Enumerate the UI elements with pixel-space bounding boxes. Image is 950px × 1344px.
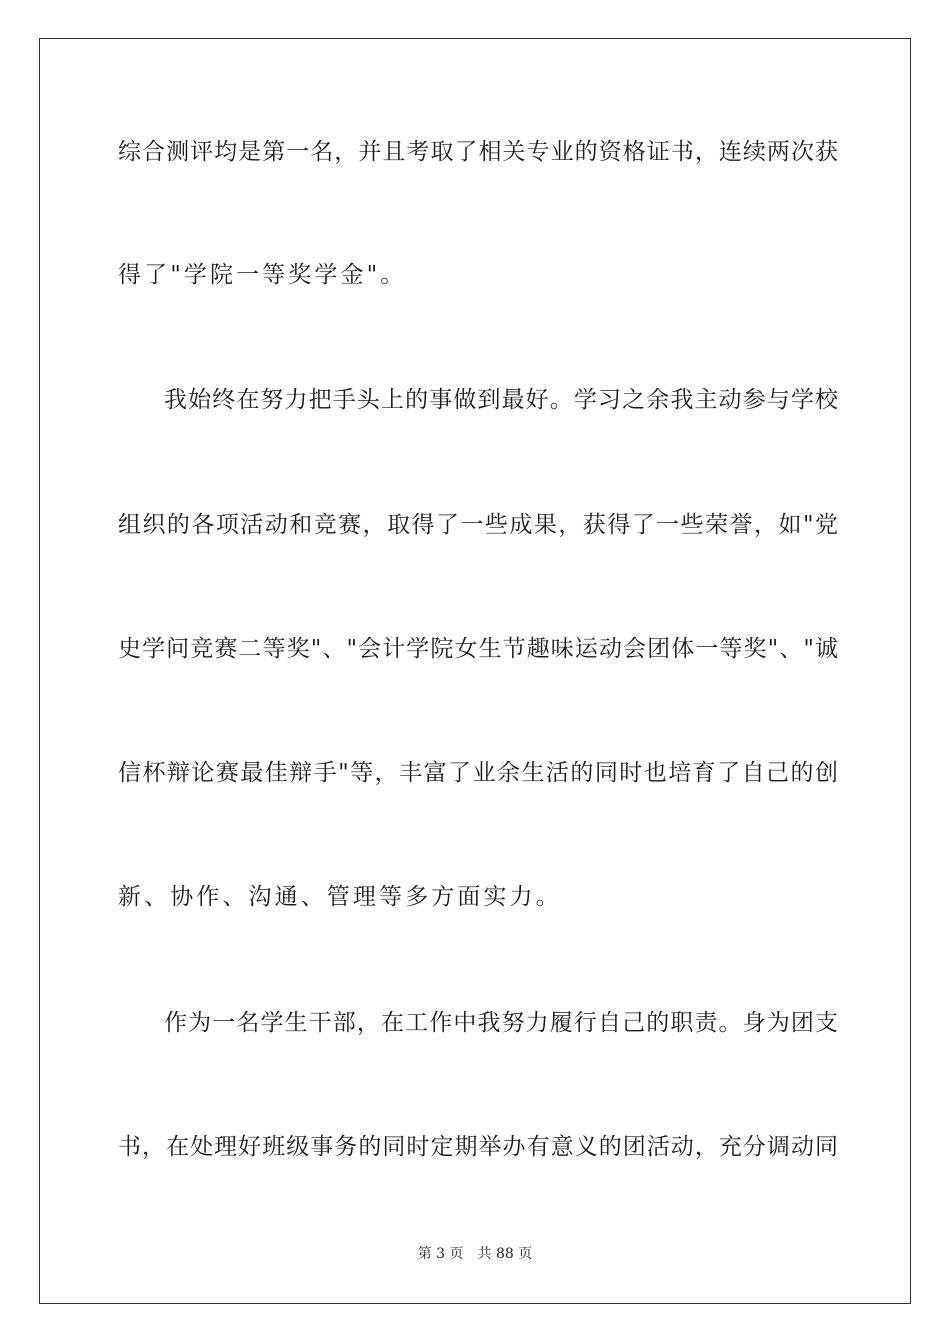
page-footer (0, 1244, 950, 1264)
text-line: 史学问竞赛二等奖"、"会计学院女生节趣味运动会团体一等奖"、"诚 (118, 636, 838, 662)
page-border (39, 38, 911, 1304)
page-total: 共 88 页 (477, 1246, 533, 1262)
text-line: 组织的各项活动和竞赛，取得了一些成果，获得了一些荣誉，如"党 (118, 512, 838, 538)
text-line: 综合测评均是第一名，并且考取了相关专业的资格证书，连续两次获 (118, 139, 838, 165)
text-line: 我始终在努力把手头上的事做到最好。学习之余我主动参与学校 (164, 387, 838, 413)
text-line: 书，在处理好班级事务的同时定期举办有意义的团活动，充分调动同 (118, 1134, 838, 1160)
page-number: 第 3 页 (417, 1246, 464, 1262)
text-line: 新、协作、沟通、管理等多方面实力。 (118, 884, 562, 910)
text-line: 信杯辩论赛最佳辩手"等，丰富了业余生活的同时也培育了自己的创 (118, 760, 838, 786)
text-line: 得了"学院一等奖学金"。 (118, 262, 407, 288)
text-line: 作为一名学生干部，在工作中我努力履行自己的职责。身为团支 (164, 1010, 838, 1036)
